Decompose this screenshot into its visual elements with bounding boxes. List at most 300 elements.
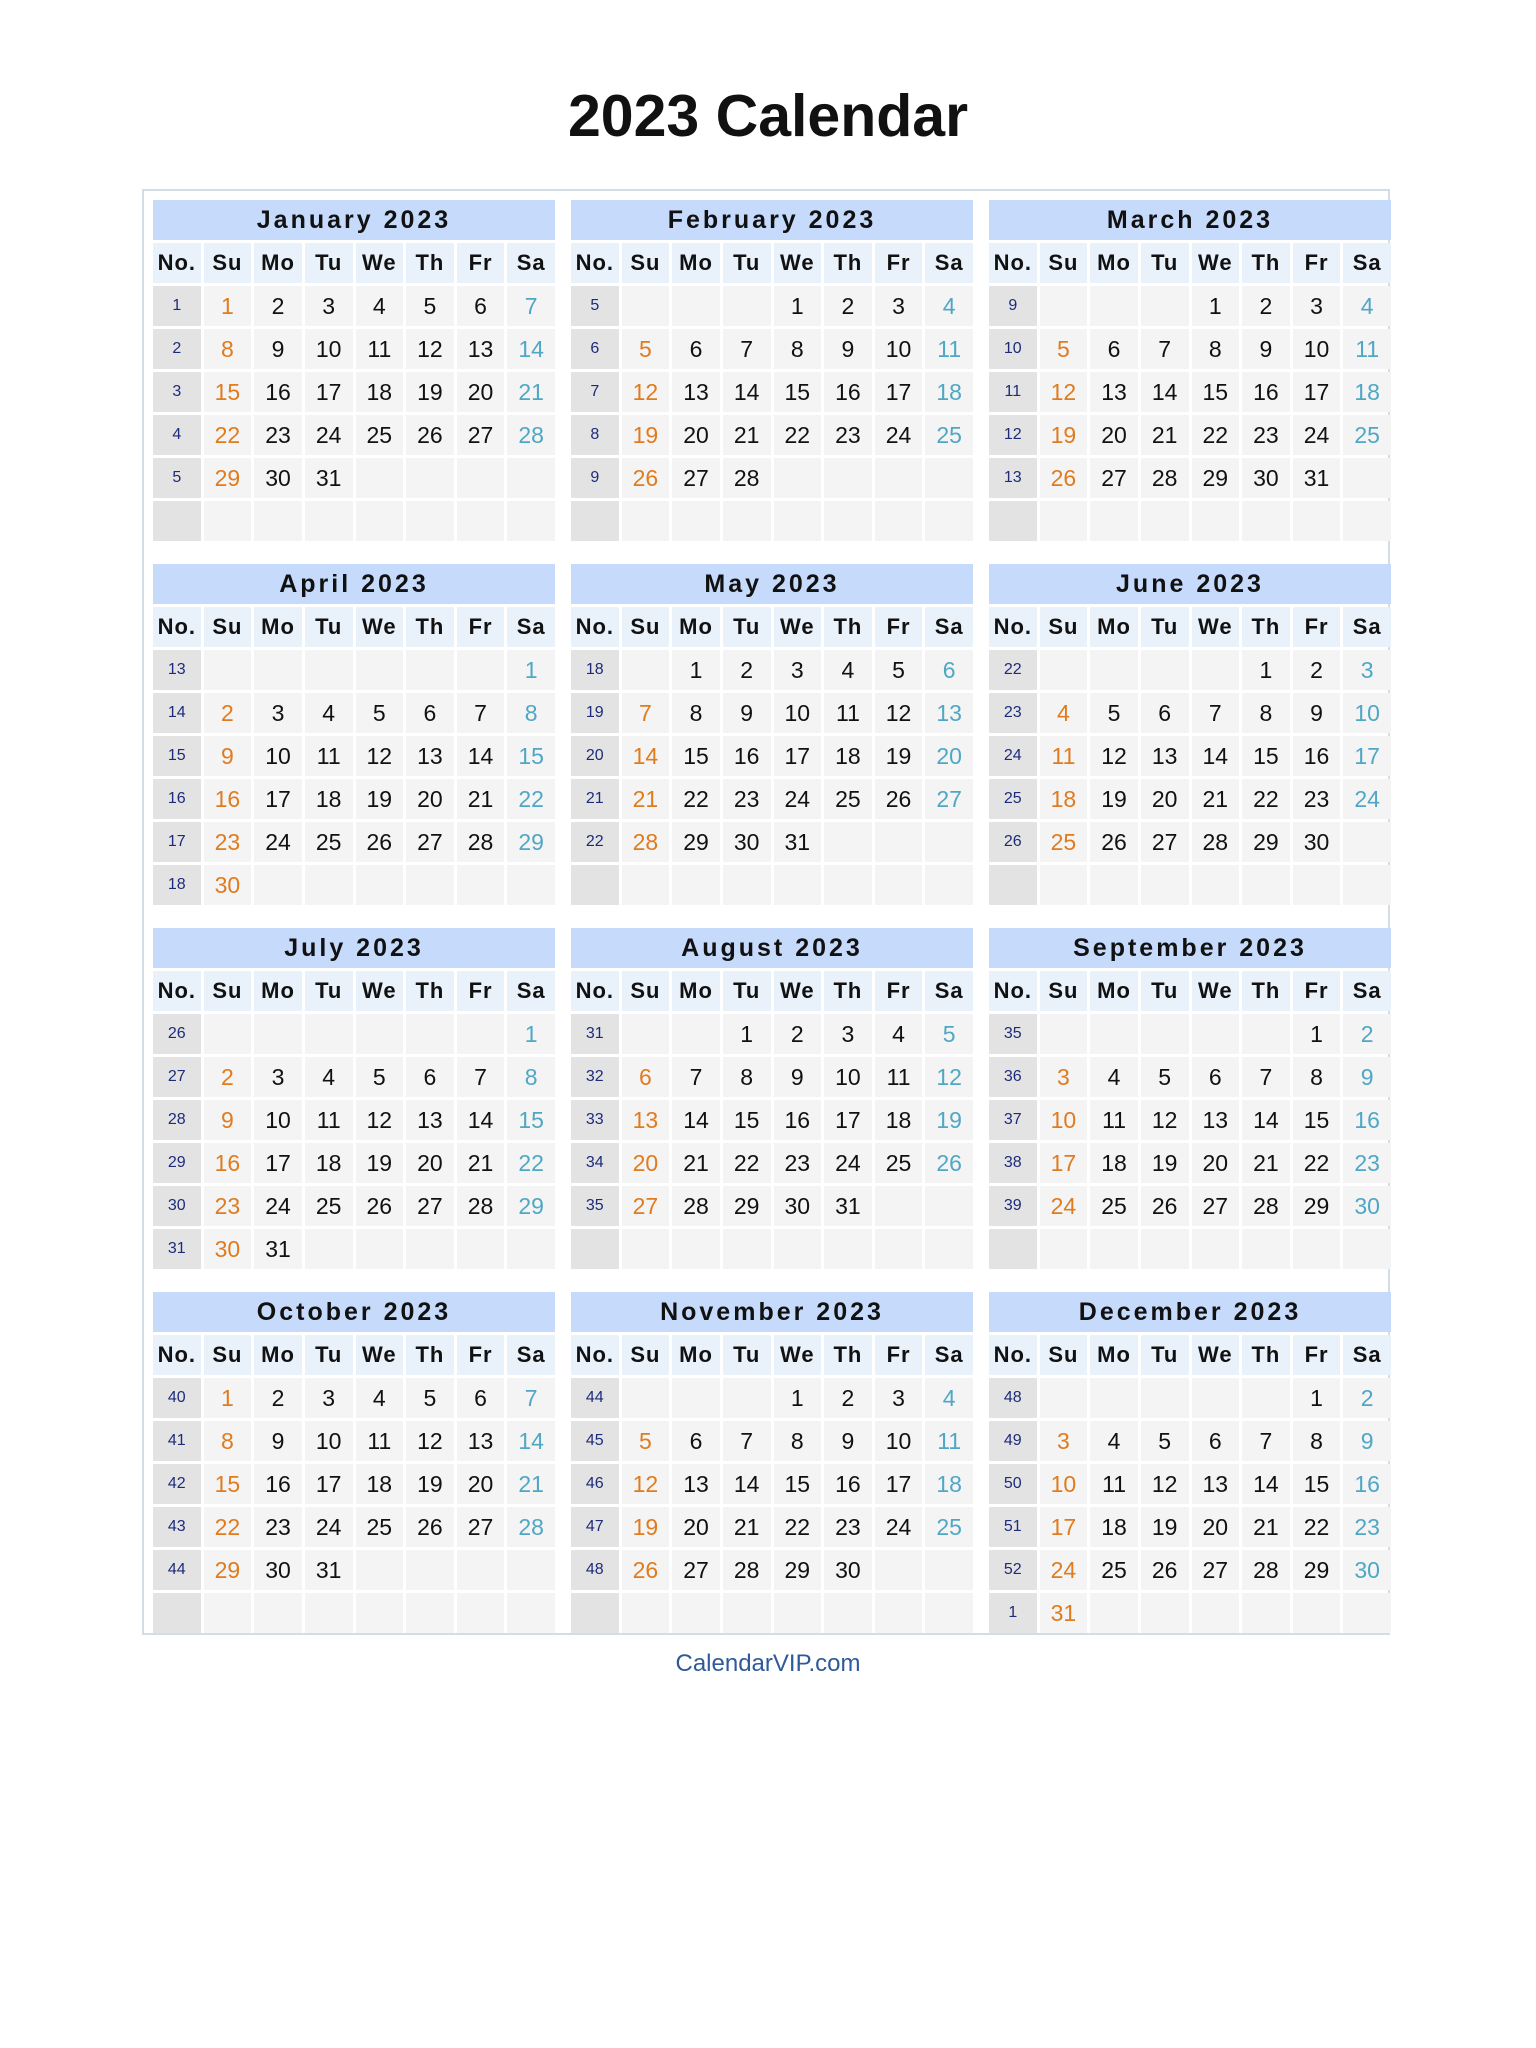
week-row [153,779,555,819]
day-cell: 12 [406,1421,454,1461]
day-cell [1141,1014,1189,1054]
day-cell: 14 [1242,1100,1290,1140]
week-row [989,329,1391,369]
day-cell: 20 [1192,1143,1240,1183]
day-cell [1242,1593,1290,1633]
week-number [571,865,619,905]
day-cell: 8 [1192,329,1240,369]
day-cell: 29 [507,1186,555,1226]
day-cell [406,458,454,498]
day-cell [305,501,353,541]
day-cell: 27 [622,1186,670,1226]
weekday-header: Su [1040,1335,1088,1375]
week-row [153,1057,555,1097]
day-cell: 30 [1343,1186,1391,1226]
week-row [989,501,1391,541]
weekday-header: Sa [1343,607,1391,647]
week-row [153,1186,555,1226]
day-cell: 17 [1040,1143,1088,1183]
day-cell: 24 [1040,1550,1088,1590]
week-number: 35 [989,1014,1037,1054]
day-cell: 10 [254,736,302,776]
day-cell [824,1593,872,1633]
weekday-header-row [989,971,1391,1011]
week-number: 34 [571,1143,619,1183]
day-cell: 12 [875,693,923,733]
day-cell: 3 [875,286,923,326]
day-cell [672,501,720,541]
week-number: 32 [571,1057,619,1097]
day-cell: 14 [672,1100,720,1140]
day-cell: 12 [925,1057,973,1097]
day-cell [622,1014,670,1054]
day-cell [774,865,822,905]
day-cell: 8 [774,329,822,369]
day-cell: 8 [774,1421,822,1461]
day-cell: 20 [622,1143,670,1183]
day-cell [723,501,771,541]
day-cell: 23 [204,1186,252,1226]
day-cell: 15 [507,1100,555,1140]
day-cell: 2 [824,286,872,326]
day-cell: 2 [204,693,252,733]
day-cell: 26 [622,458,670,498]
day-cell [672,286,720,326]
week-row [153,1100,555,1140]
weekday-header: Sa [507,243,555,283]
day-cell [305,1229,353,1269]
day-cell: 27 [406,822,454,862]
day-cell: 1 [507,650,555,690]
week-row [989,1464,1391,1504]
day-cell: 10 [1040,1100,1088,1140]
month-title: February 2023 [571,200,973,240]
day-cell: 22 [507,779,555,819]
weekday-header: Sa [925,243,973,283]
day-cell: 6 [1141,693,1189,733]
day-cell [875,1229,923,1269]
calendar-grid [142,189,1390,1635]
day-cell [622,501,670,541]
day-cell: 26 [356,822,404,862]
month-block [989,200,1391,541]
day-cell: 28 [622,822,670,862]
week-number: 15 [153,736,201,776]
day-cell [1090,1014,1138,1054]
month-block [153,564,555,905]
day-cell: 11 [1090,1100,1138,1140]
day-cell: 19 [925,1100,973,1140]
day-cell: 4 [824,650,872,690]
day-cell: 24 [1343,779,1391,819]
day-cell: 26 [622,1550,670,1590]
week-row [571,501,973,541]
day-cell: 25 [1343,415,1391,455]
weekday-header: Sa [925,1335,973,1375]
weekday-header: Sa [507,1335,555,1375]
month-title: March 2023 [989,200,1391,240]
day-cell: 6 [672,329,720,369]
day-cell [356,650,404,690]
day-cell: 23 [254,1507,302,1547]
day-cell [1090,650,1138,690]
day-cell: 17 [875,1464,923,1504]
month-block [989,564,1391,905]
week-number: 29 [153,1143,201,1183]
week-number: 42 [153,1464,201,1504]
day-cell: 3 [305,286,353,326]
weekday-header: Sa [1343,971,1391,1011]
weekday-header: Su [622,243,670,283]
day-cell: 19 [1040,415,1088,455]
day-cell: 5 [1040,329,1088,369]
day-cell: 26 [406,1507,454,1547]
day-cell: 20 [406,1143,454,1183]
weekday-header: No. [153,607,201,647]
day-cell: 4 [1090,1057,1138,1097]
day-cell: 15 [1293,1464,1341,1504]
week-row [153,736,555,776]
day-cell: 20 [457,1464,505,1504]
weekday-header: Mo [1090,243,1138,283]
weekday-header-row [989,607,1391,647]
day-cell: 1 [672,650,720,690]
day-cell: 27 [1192,1186,1240,1226]
month-title: June 2023 [989,564,1391,604]
day-cell: 19 [1141,1507,1189,1547]
weekday-header: Fr [457,971,505,1011]
day-cell: 27 [1192,1550,1240,1590]
day-cell: 23 [254,415,302,455]
day-cell: 3 [254,693,302,733]
day-cell: 9 [1242,329,1290,369]
day-cell: 9 [774,1057,822,1097]
day-cell: 12 [622,1464,670,1504]
day-cell [672,865,720,905]
week-row [153,458,555,498]
day-cell: 23 [723,779,771,819]
day-cell: 29 [1242,822,1290,862]
day-cell: 20 [672,415,720,455]
day-cell: 9 [254,329,302,369]
day-cell: 13 [457,329,505,369]
day-cell: 3 [1343,650,1391,690]
weekday-header-row [153,1335,555,1375]
day-cell: 16 [774,1100,822,1140]
weekday-header: No. [989,243,1037,283]
day-cell: 7 [507,1378,555,1418]
weekday-header: We [1192,971,1240,1011]
day-cell: 23 [1293,779,1341,819]
week-row [989,1550,1391,1590]
day-cell: 14 [723,1464,771,1504]
day-cell [875,822,923,862]
day-cell: 23 [824,415,872,455]
day-cell: 5 [875,650,923,690]
day-cell [774,501,822,541]
week-row [571,1464,973,1504]
week-number: 9 [989,286,1037,326]
day-cell: 21 [723,415,771,455]
day-cell: 15 [204,372,252,412]
day-cell [1343,458,1391,498]
day-cell [356,501,404,541]
day-cell: 11 [824,693,872,733]
day-cell: 3 [1040,1057,1088,1097]
day-cell: 21 [457,1143,505,1183]
day-cell [254,1014,302,1054]
day-cell: 14 [1192,736,1240,776]
day-cell: 10 [1040,1464,1088,1504]
day-cell: 31 [1293,458,1341,498]
day-cell [1090,1593,1138,1633]
day-cell: 21 [622,779,670,819]
day-cell: 15 [507,736,555,776]
day-cell: 25 [875,1143,923,1183]
week-number: 7 [571,372,619,412]
week-number: 48 [989,1378,1037,1418]
day-cell [1343,1593,1391,1633]
day-cell: 11 [925,1421,973,1461]
week-row [153,865,555,905]
day-cell: 24 [254,822,302,862]
day-cell: 22 [774,1507,822,1547]
weekday-header: Fr [875,607,923,647]
day-cell: 7 [507,286,555,326]
day-cell: 30 [204,1229,252,1269]
day-cell [723,286,771,326]
day-cell: 25 [305,1186,353,1226]
weekday-header: Th [824,1335,872,1375]
day-cell: 16 [204,779,252,819]
day-cell: 10 [254,1100,302,1140]
weekday-header: No. [153,243,201,283]
day-cell: 6 [622,1057,670,1097]
week-row [153,1464,555,1504]
week-row [571,1593,973,1633]
day-cell: 27 [672,458,720,498]
weekday-header: No. [989,1335,1037,1375]
day-cell: 21 [672,1143,720,1183]
day-cell: 2 [774,1014,822,1054]
weekday-header: Tu [305,243,353,283]
weekday-header: Th [824,243,872,283]
day-cell: 28 [457,1186,505,1226]
week-row [153,415,555,455]
footer-link[interactable]: CalendarVIP.com [675,1650,861,1677]
day-cell [406,865,454,905]
day-cell: 14 [457,736,505,776]
week-row [153,372,555,412]
weekday-header: Tu [1141,1335,1189,1375]
day-cell: 16 [1343,1464,1391,1504]
day-cell: 17 [875,372,923,412]
week-row [989,736,1391,776]
day-cell [1040,286,1088,326]
day-cell [1192,1593,1240,1633]
day-cell [457,1550,505,1590]
day-cell [875,1186,923,1226]
week-number: 44 [571,1378,619,1418]
week-row [989,458,1391,498]
day-cell: 2 [1293,650,1341,690]
weekday-header: Mo [254,971,302,1011]
day-cell: 18 [305,779,353,819]
day-cell: 5 [925,1014,973,1054]
weekday-header: Sa [925,607,973,647]
day-cell: 5 [406,1378,454,1418]
week-number: 46 [571,1464,619,1504]
day-cell: 17 [305,372,353,412]
day-cell: 3 [875,1378,923,1418]
day-cell: 17 [774,736,822,776]
weekday-header-row [571,607,973,647]
day-cell: 8 [1293,1057,1341,1097]
day-cell: 1 [1293,1014,1341,1054]
weekday-header: No. [571,243,619,283]
day-cell: 16 [824,372,872,412]
day-cell: 16 [824,1464,872,1504]
day-cell: 22 [204,1507,252,1547]
day-cell [457,865,505,905]
week-row [989,1143,1391,1183]
month-title: January 2023 [153,200,555,240]
day-cell [824,865,872,905]
weekday-header: Mo [254,243,302,283]
weekday-header: No. [571,607,619,647]
day-cell: 6 [406,693,454,733]
week-number: 31 [153,1229,201,1269]
week-number: 50 [989,1464,1037,1504]
day-cell: 23 [824,1507,872,1547]
weekday-header: Mo [1090,607,1138,647]
month-block [571,200,973,541]
week-row [571,1014,973,1054]
weekday-header: Fr [457,1335,505,1375]
weekday-header: Su [204,607,252,647]
day-cell: 14 [723,372,771,412]
weekday-header: Sa [507,971,555,1011]
day-cell: 1 [1242,650,1290,690]
day-cell [622,650,670,690]
day-cell: 11 [305,736,353,776]
day-cell: 7 [457,693,505,733]
day-cell [824,1229,872,1269]
day-cell: 25 [305,822,353,862]
day-cell: 1 [723,1014,771,1054]
day-cell: 18 [356,1464,404,1504]
day-cell: 8 [204,329,252,369]
day-cell: 10 [875,329,923,369]
week-row [571,865,973,905]
day-cell: 31 [1040,1593,1088,1633]
day-cell: 1 [204,286,252,326]
day-cell [204,1014,252,1054]
day-cell: 30 [774,1186,822,1226]
day-cell [925,1593,973,1633]
week-row [571,779,973,819]
day-cell: 26 [1141,1550,1189,1590]
day-cell: 30 [254,1550,302,1590]
day-cell [723,1229,771,1269]
day-cell: 7 [723,1421,771,1461]
day-cell: 15 [1192,372,1240,412]
day-cell [356,1593,404,1633]
day-cell: 10 [1293,329,1341,369]
week-row [571,1229,973,1269]
day-cell: 7 [1192,693,1240,733]
day-cell: 29 [1293,1186,1341,1226]
day-cell: 4 [1343,286,1391,326]
week-row [153,1507,555,1547]
day-cell: 17 [254,1143,302,1183]
day-cell: 27 [925,779,973,819]
week-row [989,779,1391,819]
weekday-header: Su [204,243,252,283]
day-cell: 28 [1192,822,1240,862]
day-cell [1192,1014,1240,1054]
month-title: November 2023 [571,1292,973,1332]
week-number: 43 [153,1507,201,1547]
week-row [989,372,1391,412]
day-cell: 16 [254,372,302,412]
day-cell: 31 [305,1550,353,1590]
week-number: 4 [153,415,201,455]
day-cell [1242,865,1290,905]
week-number: 12 [989,415,1037,455]
day-cell [925,822,973,862]
day-cell [1090,1378,1138,1418]
weekday-header: Th [824,971,872,1011]
weekday-header: Tu [305,607,353,647]
day-cell [406,1593,454,1633]
day-cell [1293,1593,1341,1633]
weekday-header: No. [989,971,1037,1011]
day-cell [1192,865,1240,905]
day-cell: 19 [406,372,454,412]
day-cell: 15 [774,1464,822,1504]
day-cell: 5 [1141,1421,1189,1461]
week-number: 49 [989,1421,1037,1461]
day-cell: 2 [824,1378,872,1418]
day-cell: 4 [356,286,404,326]
day-cell: 14 [457,1100,505,1140]
day-cell: 14 [507,1421,555,1461]
day-cell: 12 [1141,1464,1189,1504]
day-cell: 8 [507,693,555,733]
weekday-header: We [774,1335,822,1375]
day-cell [622,1593,670,1633]
week-number: 18 [571,650,619,690]
month-block [571,564,973,905]
week-row [989,1057,1391,1097]
weekday-header: Tu [1141,971,1189,1011]
week-number: 11 [989,372,1037,412]
week-number: 47 [571,1507,619,1547]
day-cell: 12 [622,372,670,412]
week-row [571,415,973,455]
day-cell: 7 [672,1057,720,1097]
weekday-header: Mo [672,243,720,283]
day-cell: 30 [824,1550,872,1590]
week-row [571,1507,973,1547]
day-cell [774,1593,822,1633]
day-cell: 17 [305,1464,353,1504]
day-cell: 15 [1293,1100,1341,1140]
day-cell [305,865,353,905]
day-cell [1141,286,1189,326]
day-cell: 15 [204,1464,252,1504]
